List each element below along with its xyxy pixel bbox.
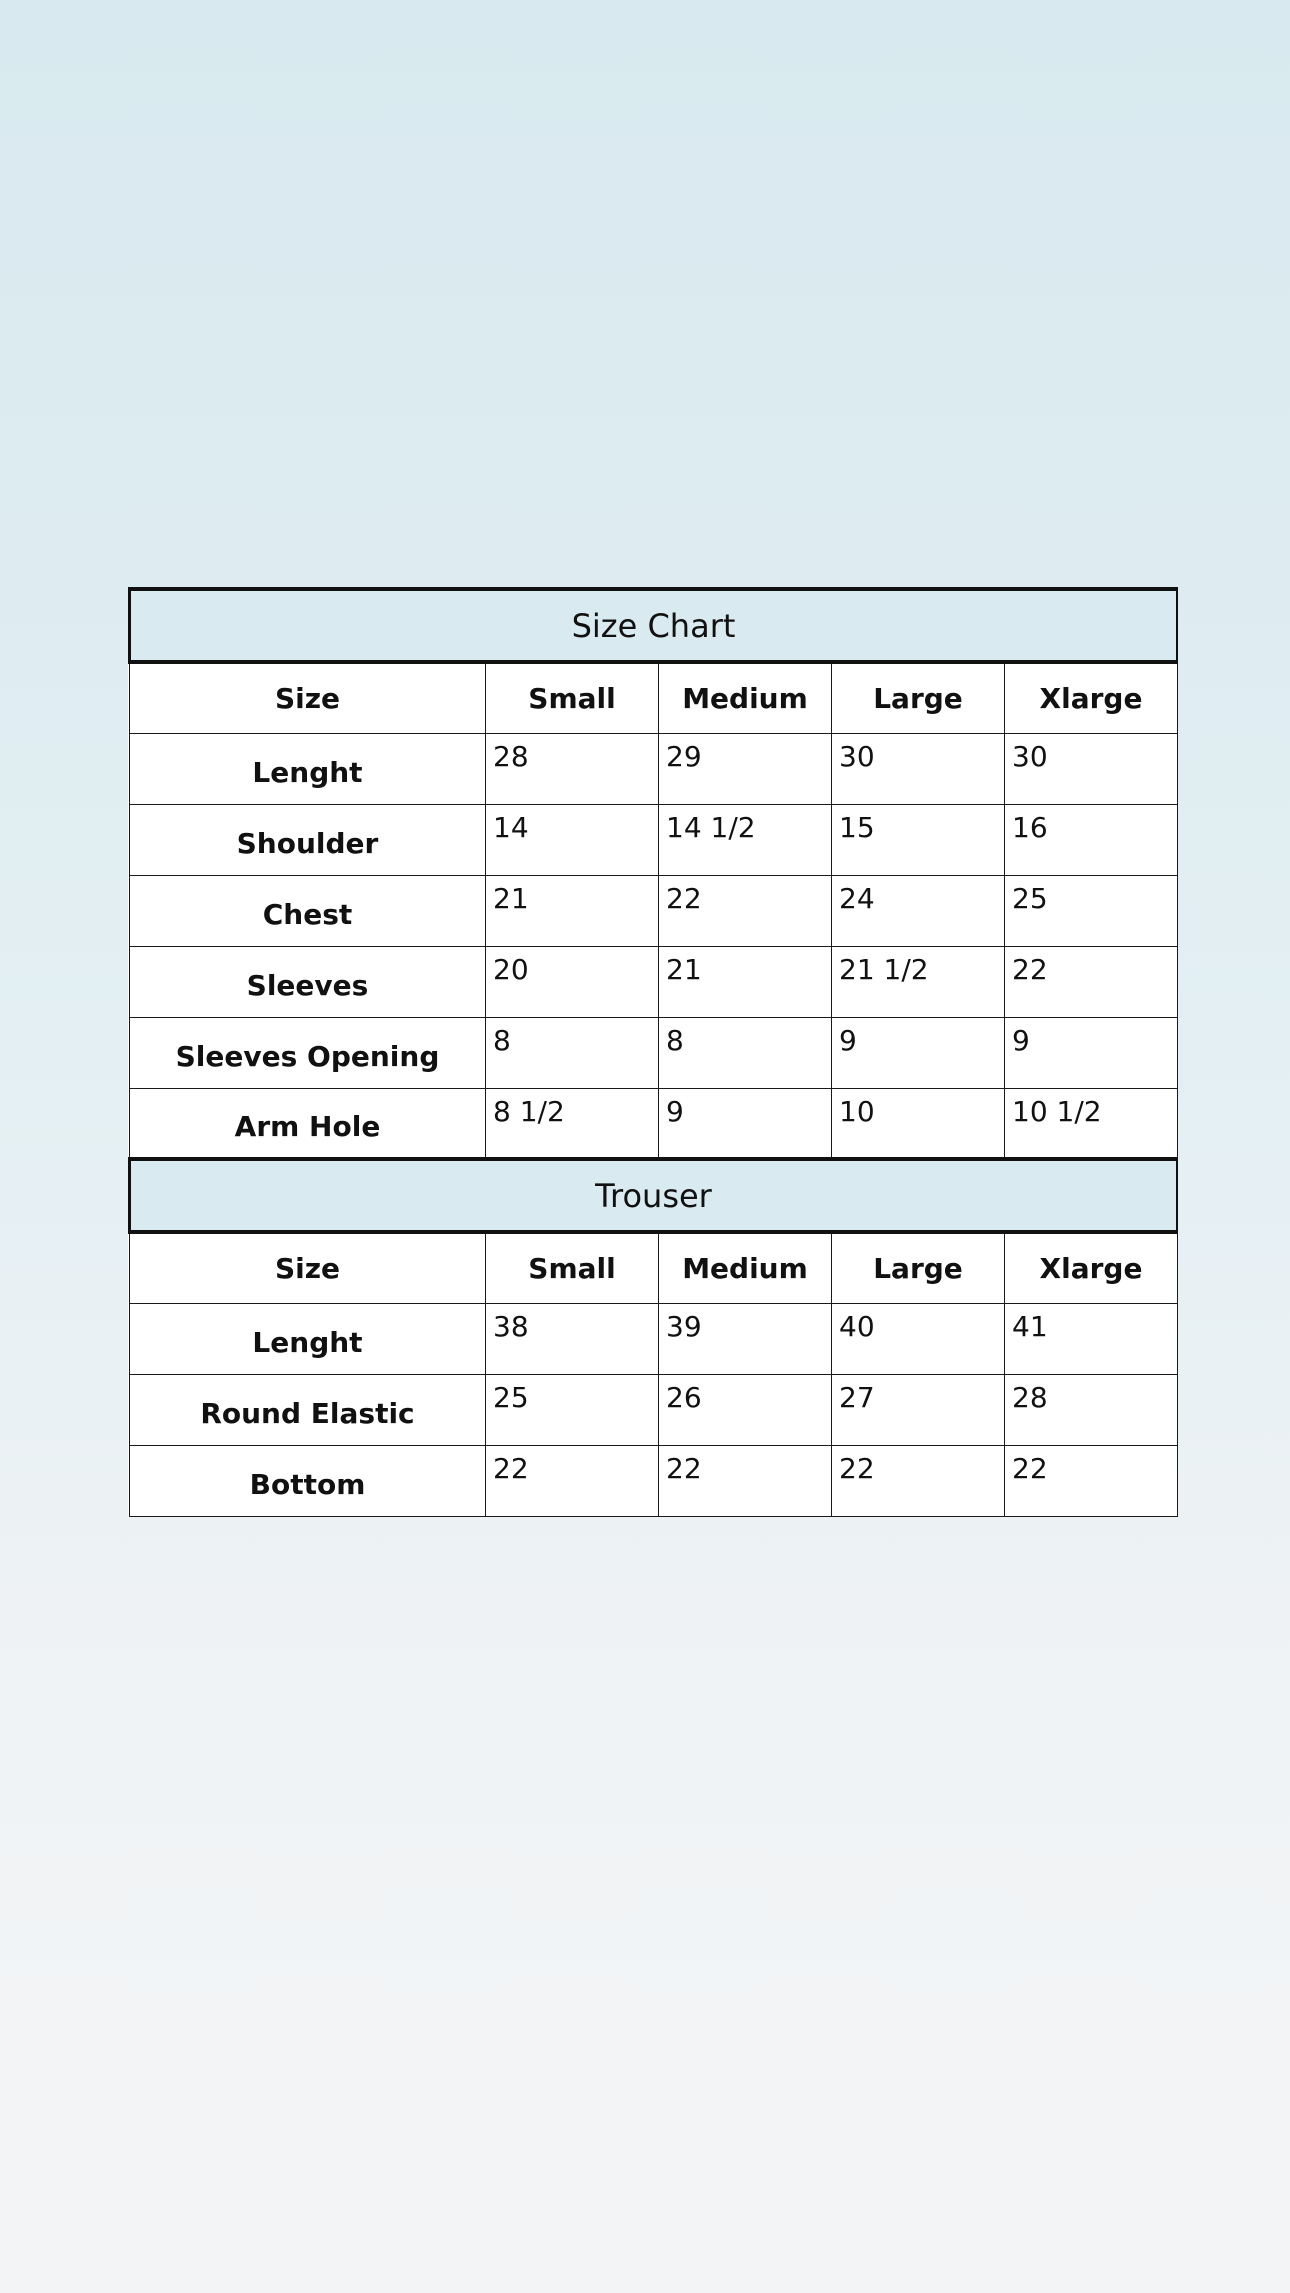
table-row bbox=[130, 804, 1178, 875]
size-chart-title: Size Chart bbox=[130, 589, 1178, 662]
row-label: Lenght bbox=[130, 1303, 486, 1374]
table-row bbox=[130, 1445, 1178, 1516]
row-label: Lenght bbox=[130, 733, 486, 804]
table-row bbox=[130, 875, 1178, 946]
section-title-row bbox=[130, 1159, 1178, 1232]
value-cell: 14 bbox=[486, 804, 659, 875]
table-row bbox=[130, 1303, 1178, 1374]
value-cell: 21 bbox=[486, 875, 659, 946]
row-label: Bottom bbox=[130, 1445, 486, 1516]
header-row bbox=[130, 1232, 1178, 1303]
value-cell: 28 bbox=[1005, 1374, 1178, 1445]
row-label: Arm Hole bbox=[130, 1088, 486, 1159]
value-cell: 10 bbox=[832, 1088, 1005, 1159]
header-cell-size: Size bbox=[130, 662, 486, 733]
value-cell: 40 bbox=[832, 1303, 1005, 1374]
header-row bbox=[130, 662, 1178, 733]
header-cell-large: Large bbox=[832, 1232, 1005, 1303]
value-cell: 21 bbox=[659, 946, 832, 1017]
value-cell: 9 bbox=[659, 1088, 832, 1159]
value-cell: 22 bbox=[659, 1445, 832, 1516]
trouser-title: Trouser bbox=[130, 1159, 1178, 1232]
section-title-row bbox=[130, 589, 1178, 662]
value-cell: 22 bbox=[1005, 1445, 1178, 1516]
value-cell: 8 1/2 bbox=[486, 1088, 659, 1159]
value-cell: 10 1/2 bbox=[1005, 1088, 1178, 1159]
value-cell: 8 bbox=[659, 1017, 832, 1088]
value-cell: 9 bbox=[832, 1017, 1005, 1088]
header-cell-medium: Medium bbox=[659, 662, 832, 733]
value-cell: 41 bbox=[1005, 1303, 1178, 1374]
value-cell: 8 bbox=[486, 1017, 659, 1088]
size-chart-image bbox=[128, 587, 1178, 1534]
header-cell-small: Small bbox=[486, 662, 659, 733]
value-cell: 24 bbox=[832, 875, 1005, 946]
value-cell: 38 bbox=[486, 1303, 659, 1374]
value-cell: 22 bbox=[832, 1445, 1005, 1516]
value-cell: 26 bbox=[659, 1374, 832, 1445]
value-cell: 15 bbox=[832, 804, 1005, 875]
header-cell-small: Small bbox=[486, 1232, 659, 1303]
value-cell: 22 bbox=[486, 1445, 659, 1516]
value-cell: 9 bbox=[1005, 1017, 1178, 1088]
table-row bbox=[130, 1088, 1178, 1159]
table-row bbox=[130, 1374, 1178, 1445]
value-cell: 22 bbox=[1005, 946, 1178, 1017]
value-cell: 28 bbox=[486, 733, 659, 804]
value-cell: 16 bbox=[1005, 804, 1178, 875]
value-cell: 25 bbox=[1005, 875, 1178, 946]
value-cell: 20 bbox=[486, 946, 659, 1017]
value-cell: 30 bbox=[832, 733, 1005, 804]
value-cell: 39 bbox=[659, 1303, 832, 1374]
row-label: Sleeves bbox=[130, 946, 486, 1017]
row-label: Chest bbox=[130, 875, 486, 946]
value-cell: 21 1/2 bbox=[832, 946, 1005, 1017]
value-cell: 30 bbox=[1005, 733, 1178, 804]
value-cell: 14 1/2 bbox=[659, 804, 832, 875]
table-row bbox=[130, 1017, 1178, 1088]
value-cell: 29 bbox=[659, 733, 832, 804]
size-chart-table bbox=[128, 587, 1178, 1517]
row-label: Sleeves Opening bbox=[130, 1017, 486, 1088]
table-row bbox=[130, 733, 1178, 804]
header-cell-medium: Medium bbox=[659, 1232, 832, 1303]
header-cell-size: Size bbox=[130, 1232, 486, 1303]
value-cell: 27 bbox=[832, 1374, 1005, 1445]
row-label: Shoulder bbox=[130, 804, 486, 875]
value-cell: 25 bbox=[486, 1374, 659, 1445]
table-row bbox=[130, 946, 1178, 1017]
row-label: Round Elastic bbox=[130, 1374, 486, 1445]
value-cell: 22 bbox=[659, 875, 832, 946]
header-cell-xlarge: Xlarge bbox=[1005, 1232, 1178, 1303]
header-cell-xlarge: Xlarge bbox=[1005, 662, 1178, 733]
header-cell-large: Large bbox=[832, 662, 1005, 733]
